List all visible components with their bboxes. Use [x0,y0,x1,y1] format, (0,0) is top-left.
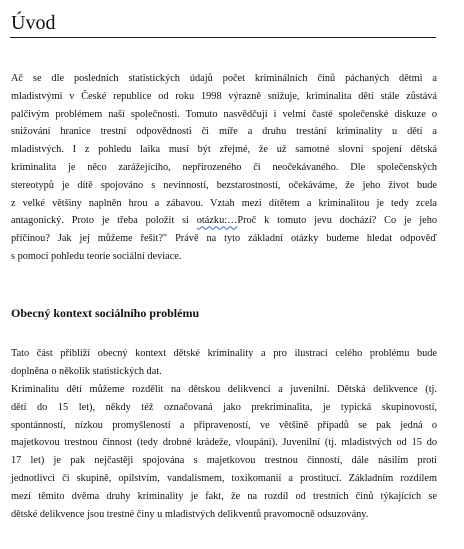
text-line: majetkovou trestnou činnost (tedy drobné krádeže, vloupání). Juvenilní (tj. mladistvých od 15 do [11,437,437,449]
spellcheck-marked-word[interactable]: otázku:… [196,215,238,227]
body-paragraph [11,381,437,523]
text-line-with-spellcheck [11,212,437,230]
context-paragraph [11,345,437,381]
text-line: dětské delikvence jsou trestné činy u mladistvých delikventů pravomocně odsuzovány. [11,508,369,520]
text-line: palčivým problémem naší společnosti. Tomuto nasvědčují i velmi časté společenské diskuze o [11,108,437,120]
text-line: stereotypů je dítě spojováno s nevinností, bezstarostností, očekáváme, že jeho život bude [11,179,437,191]
text-fragment: Proč k tomuto jevu dochází? Co je jeho [237,215,437,227]
text-fragment: antagonický. Proto je třeba položit si [11,215,197,227]
text-line: doplněna o několik statistických dat. [11,365,162,377]
text-line: kriminalita je něco zarážejícího, nepřirozeného či neočekávaného. Dle společenských [11,161,437,173]
text-line: Tato část přiblíží obecný kontext dětské kriminality a pro ilustraci celého problému bude [11,348,437,359]
text-line: spontánností, nízkou promyšleností a připraveností, ve většině případů se pak jedná o [11,419,437,431]
intro-paragraph [11,70,437,266]
section-heading: Obecný kontext sociálního problému [11,306,200,320]
text-line: jednotlivci či skupině, opilstvím, vandalismem, toxikomanií a prostitucí. Základním rozdílem [11,472,437,484]
text-line: Kriminalitu dětí můžeme rozdělit na dětskou delikvenci a juvenilní. Dětská delikvence (tj. [11,384,437,395]
text-line: příčinou? Jak jej můžeme řešit?" Právě na tyto základní otázky budeme hledat odpověď [11,233,437,245]
text-line: dětí do 15 let), někdy též označovaná jako prekriminalita, je typická skupinovostí, [11,401,437,413]
text-line: Ač se dle posledních statistických údajů počet kriminálních činů páchaných dětmi a [11,73,437,84]
page-title: Úvod [11,12,56,34]
text-line: z velké většiny naplněn hrou a zábavou. Vztah mezi dítětem a kriminalitou je tedy zcela [11,197,437,209]
text-line: s pomocí pohledu teorie sociální deviace. [11,250,182,262]
text-line: mezi těmito dvěma druhy kriminality je fakt, že na rozdíl od trestních činů týkajících se [11,490,437,502]
text-line: mladistvých. I z pohledu laika musí být zřejmé, že už samotné slovní spojení dětská [11,144,437,156]
text-line: snižování hranice trestní odpovědnosti či míře a druhu trestání kriminality u dětí a [11,126,437,138]
title-underline [10,37,436,38]
text-line: mladistvými v České republice od roku 1998 výrazně snižuje, kriminalita dětí stále zůstává [11,90,437,102]
text-line: 17 let) je pak nejčastěji spojována s majetkovou trestnou činností, dále násilím proti [11,455,437,467]
